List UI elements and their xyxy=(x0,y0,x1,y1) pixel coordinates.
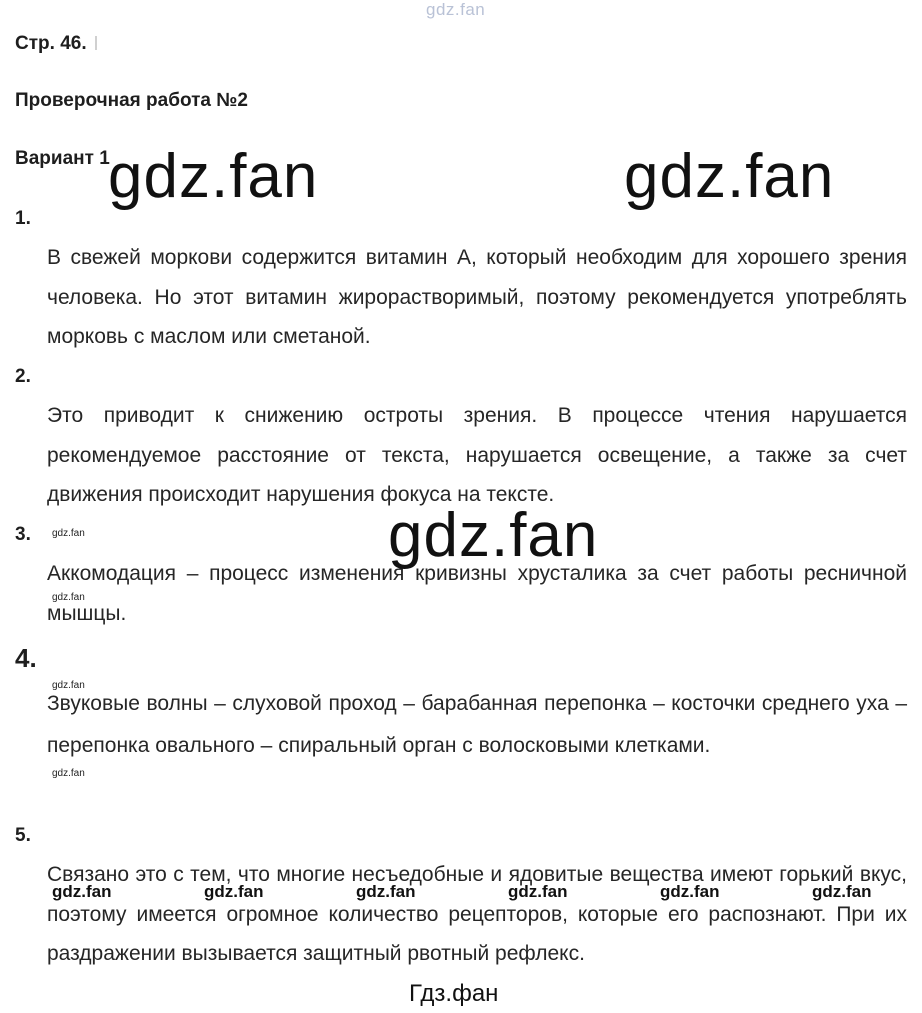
answer-3: Аккомодация – процесс изменения кривизны хрусталика за счет работы ресничной мышцы. xyxy=(47,562,907,625)
variant-heading: Вариант 1 xyxy=(15,148,110,169)
page-reference-text: Стр. 46. xyxy=(15,33,87,54)
question-number-5: 5. xyxy=(15,825,31,846)
top-watermark: gdz.fan xyxy=(426,0,486,19)
watermark-small: gdz.fan xyxy=(52,680,85,691)
watermark-row-item: gdz.fan xyxy=(204,882,264,901)
watermark-row-item: gdz.fan xyxy=(356,882,416,901)
question-number-1: 1. xyxy=(15,208,31,229)
watermark-row-item: gdz.fan xyxy=(508,882,568,901)
answer-1: В свежей моркови содержится витамин А, который необходим для хорошего зрения человека. Но этот витамин жирорастворимый, поэтому рекомендуется употреблять морковь с маслом или сметаной. xyxy=(47,246,907,348)
watermark-small: gdz.fan xyxy=(52,592,85,603)
watermark-row-item: gdz.fan xyxy=(660,882,720,901)
question-number-4: 4. xyxy=(15,643,37,673)
page-reference xyxy=(15,33,97,55)
watermark-large: gdz.fan xyxy=(108,142,319,211)
answer-4: Звуковые волны – слуховой проход – барабанная перепонка – косточки среднего уха – перепонка овального – спиральный орган с волосковыми клетками. xyxy=(47,692,907,757)
watermark-row-item: gdz.fan xyxy=(812,882,872,901)
watermark-large: gdz.fan xyxy=(388,501,599,570)
question-number-2: 2. xyxy=(15,366,31,387)
watermark-small: gdz.fan xyxy=(52,528,85,539)
footer-watermark: Гдз.фан xyxy=(409,980,499,1007)
answer-2: Это приводит к снижению остроты зрения. В процессе чтения нарушается рекомендуемое расстояние от текста, нарушается освещение, а также за счет движения происходит нарушения фокуса на тексте. xyxy=(47,404,907,506)
answer-5: Связано это с тем, что многие несъедобные и ядовитые вещества имеют горький вкус, поэтому имеется огромное количество рецепторов, которые его распознают. При их раздражении вызывается защитный рвотный рефлекс. xyxy=(47,863,907,965)
work-title: Проверочная работа №2 xyxy=(15,90,248,111)
watermark-row-item: gdz.fan xyxy=(52,882,112,901)
cursor-mark xyxy=(95,36,97,50)
watermark-small: gdz.fan xyxy=(52,768,85,779)
question-number-3: 3. xyxy=(15,524,31,545)
watermark-large: gdz.fan xyxy=(624,142,835,211)
